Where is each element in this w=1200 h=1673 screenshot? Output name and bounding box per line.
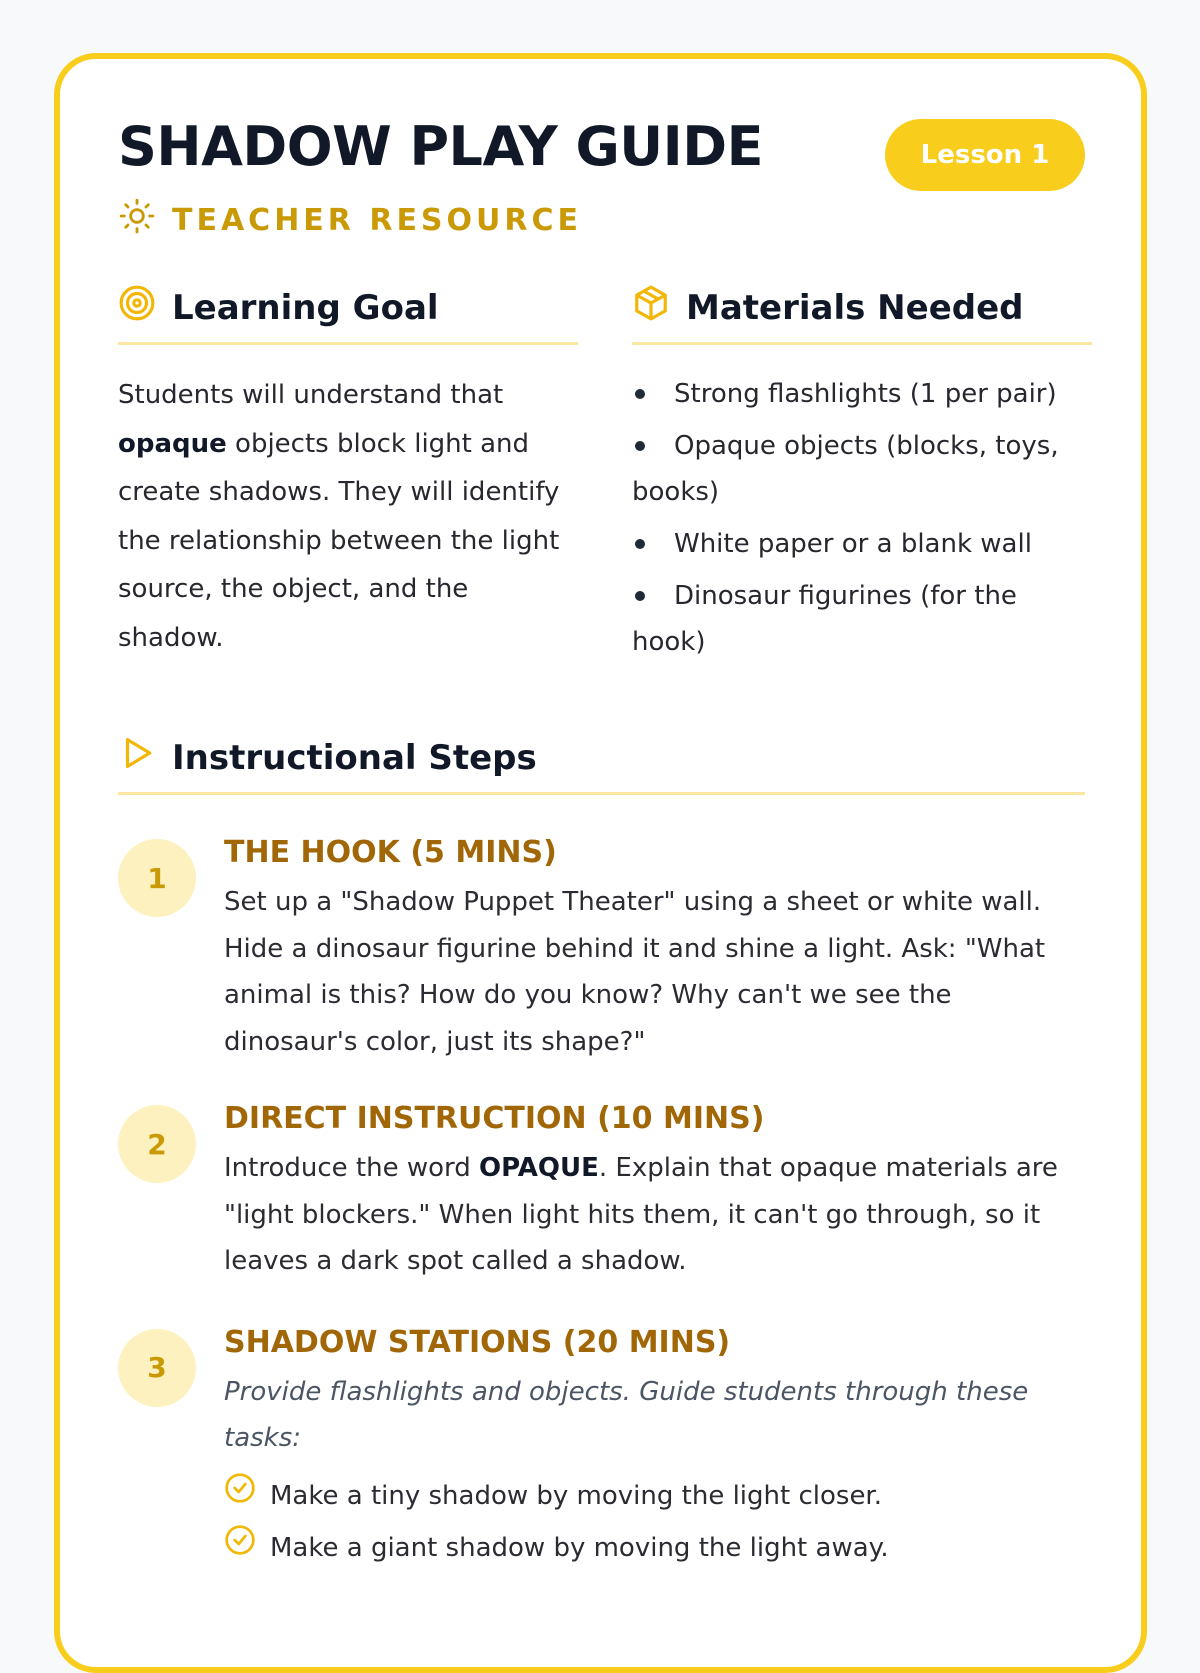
header bbox=[118, 115, 1085, 243]
learning-goal-text bbox=[118, 371, 578, 662]
step-1 bbox=[118, 831, 1085, 1065]
learning-goal-label: Learning Goal bbox=[172, 287, 439, 328]
step-3 bbox=[118, 1321, 1085, 1574]
list-item: White paper or a blank wall bbox=[632, 521, 1092, 567]
list-item bbox=[224, 1470, 1085, 1522]
step-title: THE HOOK (5 MINS) bbox=[224, 835, 557, 870]
lesson-badge: Lesson 1 bbox=[885, 119, 1085, 191]
lesson-card bbox=[54, 53, 1147, 1673]
check-circle-icon bbox=[224, 1470, 270, 1522]
list-item: Opaque objects (blocks, toys, books) bbox=[632, 423, 1092, 515]
box-icon bbox=[632, 284, 686, 331]
list-item: Strong flashlights (1 per pair) bbox=[632, 371, 1092, 417]
page-title: SHADOW PLAY GUIDE bbox=[118, 115, 763, 178]
task-text: Make a giant shadow by moving the light away. bbox=[270, 1532, 889, 1563]
step-title: SHADOW STATIONS (20 MINS) bbox=[224, 1324, 731, 1360]
list-item bbox=[224, 1522, 1085, 1574]
goal-text-start: Students will understand that bbox=[118, 380, 504, 410]
materials-list bbox=[632, 371, 1092, 665]
goal-text-end: objects block light and create shadows. They will identify the relationship between the light source, the object, and the shadow. bbox=[118, 428, 560, 653]
materials-section bbox=[632, 281, 1092, 671]
step-body: Set up a "Shadow Puppet Theater" using a sheet or white wall. Hide a dinosaur figurine behind it and shine a light. Ask: "What animal is this? How do you know? Why can't we see the dinosaur's color, just its shape?" bbox=[224, 887, 1046, 1057]
step-intro bbox=[224, 1369, 1085, 1462]
task-text: Make a tiny shadow by moving the light closer. bbox=[270, 1480, 883, 1511]
steps-heading bbox=[118, 731, 1085, 795]
list-item: Dinosaur figurines (for the hook) bbox=[632, 573, 1092, 665]
subtitle-text: TEACHER RESOURCE bbox=[172, 202, 583, 238]
subtitle bbox=[118, 197, 1085, 243]
steps-label: Instructional Steps bbox=[172, 737, 537, 778]
step-number: 2 bbox=[118, 1105, 196, 1183]
instructional-steps-section bbox=[118, 731, 1085, 1574]
step-title: DIRECT INSTRUCTION (10 MINS) bbox=[224, 1101, 765, 1136]
check-circle-icon bbox=[224, 1522, 270, 1574]
target-icon bbox=[118, 284, 172, 331]
step-intro-text: Provide flashlights and objects. Guide students through these tasks: bbox=[224, 1376, 1029, 1453]
step-body-end: . Explain that opaque materials are "light blockers." When light hits them, it can't go through, so it leaves a dark spot called a shadow. bbox=[224, 1153, 1058, 1276]
sun-icon bbox=[118, 197, 172, 243]
task-checklist bbox=[224, 1470, 1085, 1574]
learning-goal-section bbox=[118, 281, 578, 662]
step-body bbox=[224, 1145, 1085, 1285]
goal-text-keyword: opaque bbox=[118, 428, 227, 459]
step-2 bbox=[118, 1097, 1085, 1285]
step-number: 1 bbox=[118, 839, 196, 917]
step-body-start: Introduce the word bbox=[224, 1153, 480, 1183]
materials-label: Materials Needed bbox=[686, 287, 1024, 328]
learning-goal-heading bbox=[118, 281, 578, 345]
step-number: 3 bbox=[118, 1329, 196, 1407]
play-icon bbox=[118, 734, 172, 781]
materials-heading bbox=[632, 281, 1092, 345]
step-body-keyword: OPAQUE bbox=[479, 1153, 599, 1183]
